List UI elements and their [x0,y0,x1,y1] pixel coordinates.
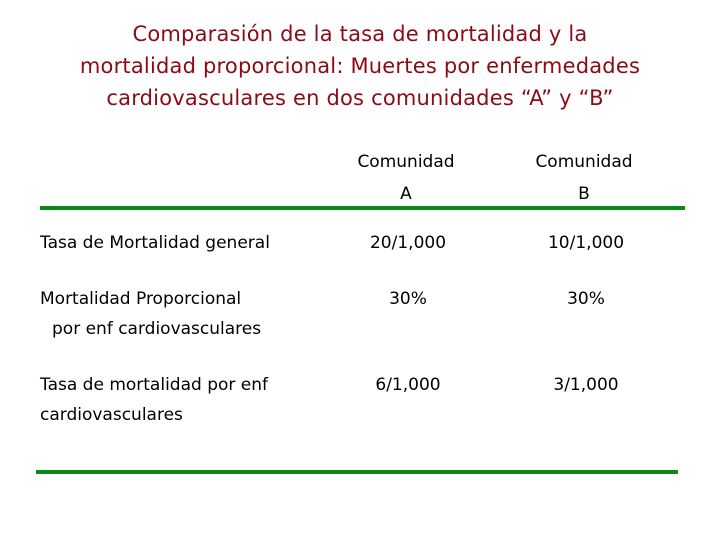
row-label-line: cardiovasculares [40,405,183,425]
title-line-3: cardiovasculares en dos comunidades “A” y “B” [106,86,614,110]
row-label-line: Tasa de Mortalidad general [40,233,270,253]
row-label-line: por enf cardiovasculares [52,319,262,339]
column-header-a-line-2: A [400,184,412,204]
row-label-line: Mortalidad Proporcional [40,289,242,309]
table-top-rule [40,206,685,210]
table-bottom-rule [36,470,678,474]
cell-general-mortality-a: 20/1,000 [369,233,447,253]
row-label-cardiovascular-mortality [40,370,268,430]
title-line-2: mortalidad proporcional: Muertes por enfermedades [79,54,641,78]
row-label-proportional-mortality [40,284,261,344]
column-header-b-line-2: B [578,184,590,204]
column-header-community-b [514,146,654,210]
cell-proportional-mortality-a: 30% [389,289,427,309]
row-label-general-mortality [40,228,270,258]
row-label-line: Tasa de mortalidad por enf [40,375,269,395]
column-header-a-line-1: Comunidad [357,152,455,172]
cell-proportional-mortality-b: 30% [567,289,605,309]
cell-cardiovascular-mortality-b: 3/1,000 [553,375,619,395]
cell-cardiovascular-mortality-a: 6/1,000 [375,375,441,395]
slide-title [40,18,680,114]
title-line-1: Comparasión de la tasa de mortalidad y la [132,22,588,46]
column-header-community-a [336,146,476,210]
cell-general-mortality-b: 10/1,000 [547,233,625,253]
column-header-b-line-1: Comunidad [535,152,633,172]
